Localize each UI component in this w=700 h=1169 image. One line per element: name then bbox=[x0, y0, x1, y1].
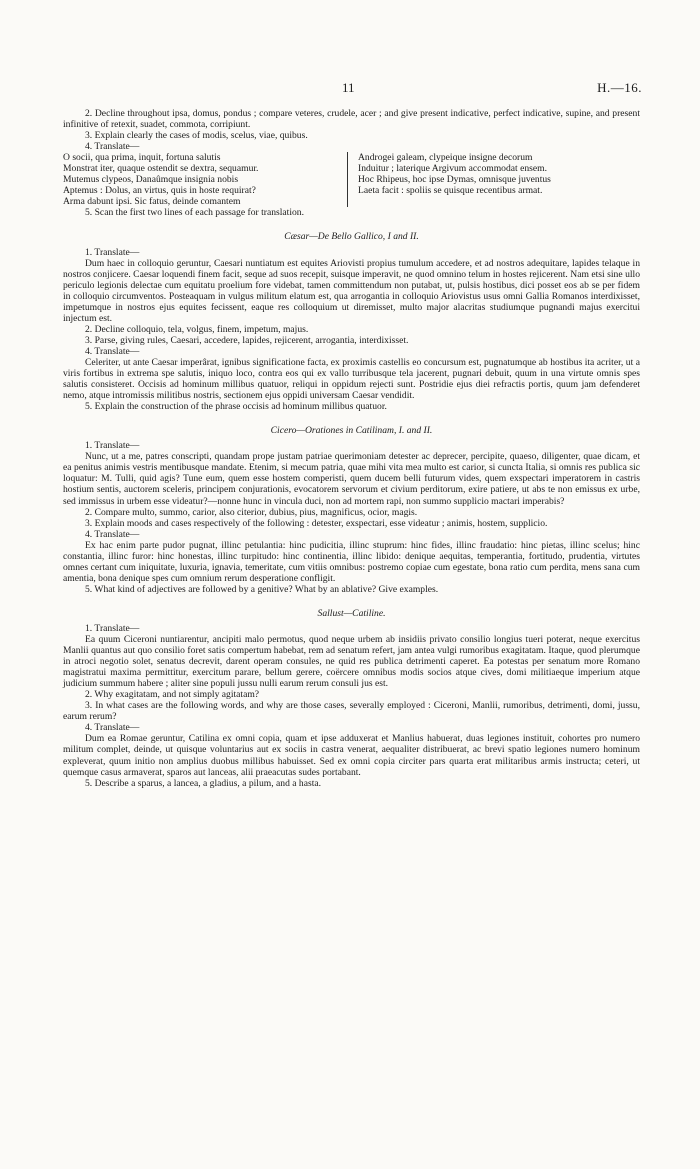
question-item: 2. Why exagitatam, and not simply agitatam? bbox=[85, 689, 260, 701]
document-reference: H.—16. bbox=[597, 80, 642, 95]
question-item: 5. What kind of adjectives are followed by a genitive? What by an ablative? Give examples. bbox=[85, 583, 439, 595]
latin-passage: Celeriter, ut ante Caesar imperârat, ignibus significatione facta, ex proximis castellis eo concursum est, pugnatumque ab hostibus ita acriter, ut a viris fortibus in extrema spe salutis, iniquo loco, contra eos qui ex vallo turribusque tela jacerent, pugnari debuit, quum in una virtute omnis spes salutis consisteret. Occisis ad hominum millibus quatuor, reliqui in oppidum rejecti sunt. Postridie ejus diei refractis portis, quum jam defenderet nemo, atque intromissis militibus nostris, sectionem ejus oppidi universam Caesar vendidit. bbox=[63, 356, 640, 402]
question-item: 5. Explain the construction of the phrase occisis ad hominum millibus quatuor. bbox=[85, 401, 387, 413]
latin-passage: Dum ea Romae geruntur, Catilina ex omni copia, quam et ipse adduxerat et Manlius habuerat, duas legiones instituit, cohortes pro numero militum complet, deinde, ut quisque voluntarius aut ex sociis in castra venerat, aequaliter distribuerat, ac brevi spatio legiones numero hominum expleverat, quum initio non amplius duobus millibus habuisset. Sed ex omni copia circiter pars quarta erat militaribus armis instructa; ceteri, ut quemque casus armaverat, sparos aut lanceas, alii praeacutas sudes portabant. bbox=[63, 733, 640, 778]
question-item: 2. Decline colloquio, tela, volgus, finem, impetum, majus. bbox=[85, 323, 309, 335]
page-number: 11 bbox=[342, 80, 355, 95]
verse-line: Arma dabunt ipsi. Sic fatus, deinde comantem bbox=[63, 196, 241, 208]
question-item: 2. Compare multo, summo, carior, also citerior, dubius, pius, magnificus, ocior, magis. bbox=[85, 506, 418, 518]
verse-line: Hoc Rhipeus, hoc ipse Dymas, omnisque juventus bbox=[358, 174, 551, 186]
verse-line: Mutemus clypeos, Danaûmque insignia nobis bbox=[63, 174, 239, 186]
section-heading: Cæsar—De Bello Gallico, I and II. bbox=[284, 231, 419, 243]
latin-passage: Ea quum Ciceroni nuntiarentur, ancipiti malo permotus, quod neque urbem ab insidiis privato consilio longius tueri poterat, neque exercitus Manlii quantus aut quo consilio foret satis compertum habebat, rem ad senatum refert, jam antea vulgi rumoribus exagitatam. Itaque, quod plerumque in atroci negotio solet, senatus decrevit, darent operam consules, ne quid res publica detrimenti caperet. Ea potestas per senatum more Romano magistratui maxima permittitur, exercitum parare, bellum gerere, coërcere omnibus modis socios atque cives, domi militiaeque imperium atque judicium summum habere ; aliter sine populi jussu nulli earum rerum consuli jus est. bbox=[63, 634, 640, 690]
question-item: 1. Translate— bbox=[85, 622, 140, 634]
verse-line: Androgei galeam, clypeique insigne decorum bbox=[358, 152, 533, 164]
question-item: 5. Describe a sparus, a lancea, a gladius, a pilum, and a hasta. bbox=[85, 777, 322, 789]
question-5-virgil: 5. Scan the first two lines of each passage for translation. bbox=[85, 207, 304, 219]
exam-section bbox=[63, 425, 640, 595]
verse-line: Aptemus : Dolus, an virtus, quis in hoste requirat? bbox=[63, 185, 256, 197]
page-header bbox=[0, 82, 700, 98]
latin-passage: Ex hac enim parte pudor pugnat, illinc petulantia: hinc pudicitia, illinc stuprum: hinc fides, illinc fraudatio: hinc pietas, illinc scelus; hinc constantia, illinc furor: hinc honestas, illinc turpitudo: hinc continentia, illinc libido: denique aequitas, temperantia, fortitudo, prudentia, virtutes omnes certant cum iniquitate, luxuria, ignavia, temeritate, cum vitiis omnibus: postremo copiae cum egestate, bona ratio cum perdita, mens sana cum amentia, bona denique spes cum omnium rerum desperatione confligit. bbox=[63, 539, 640, 584]
exam-section bbox=[63, 231, 640, 412]
question-item: 1. Translate— bbox=[85, 440, 140, 452]
exam-section bbox=[63, 608, 640, 789]
latin-passage: Dum haec in colloquio geruntur, Caesari nuntiatum est equites Ariovisti propius tumulum accedere, et ad nostros adequitare, lapides telaque in nostros conjicere. Caesar loquendi finem facit, seque ad suos recepit, suisque imperavit, ne quod omnino telum in hostes rejicerent. Nam etsi sine ullo periculo legionis delectae cum equitatu proelium fore videbat, tamen committendum non putabat, ut, pulsis hostibus, dici posset eos ab se per fidem in colloquio circumventos. Posteaquam in vulgus militum elatum est, qua arrogantia in colloquio Ariovistus usus omni Gallia Romanos interdixisset, impetumque in nostros ejus equites fecissent, eaque res colloquium ut diremisset, multo major alacritas studiumque pugnandi majus exercitui injectum est. bbox=[63, 257, 640, 324]
question-2-virgil: 2. Decline throughout ipsa, domus, pondus ; compare veteres, crudele, acer ; and give present indicative, perfect indicative, supine, and present infinitive of retexit, suadet, commota, corripiunt. bbox=[63, 108, 640, 131]
exam-sections bbox=[63, 231, 640, 788]
verse-column-left bbox=[63, 152, 348, 207]
verse-line: Induitur ; laterique Argivum accommodat ensem. bbox=[358, 163, 547, 175]
question-item: 4. Translate— bbox=[85, 528, 140, 540]
verse-line: Laeta facit : spoliis se quisque recentibus armat. bbox=[358, 185, 543, 197]
verse-column-right bbox=[348, 152, 551, 207]
section-heading: Cicero—Orationes in Catilinam, I. and II. bbox=[270, 425, 433, 437]
exam-content bbox=[63, 108, 640, 789]
question-item: 4. Translate— bbox=[85, 345, 140, 357]
question-item: 3. Explain moods and cases respectively of the following : detester, exspectari, esse videatur ; animis, hostem, supplicio. bbox=[85, 517, 548, 529]
section-heading: Sallust—Catiline. bbox=[317, 607, 386, 619]
question-item: 3. In what cases are the following words, and why are those cases, severally employed : Ciceroni, Manlii, rumoribus, detrimenti, domi, jussu, earum rerum? bbox=[63, 700, 640, 723]
question-item: 3. Parse, giving rules, Caesari, accedere, lapides, rejicerent, arrogantia, interdixisset. bbox=[85, 334, 409, 346]
latin-passage: Nunc, ut a me, patres conscripti, quandam prope justam patriae querimoniam detester ac deprecer, percipite, quaeso, diligenter, quae dicam, et ea penitus animis vestris mentibusque mandate. Etenim, si mecum patria, quae mihi vita mea multo est carior, si cuncta Italia, si omnis res publica sic loquatur: M. Tulli, quid agis? Tune eum, quem esse hostem comperisti, quem ducem belli futurum vides, quem exspectari imperatorem in castris hostium sentis, auctorem sceleris, principem conjurationis, evocatorem servorum et civium perditorum, exire patiere, ut abs te non emissus ex urbe, sed immissus in urbem esse videatur?—nonne hunc in vincula duci, non ad mortem rapi, non summo supplicio mactari imperabis? bbox=[63, 451, 640, 507]
question-3-virgil: 3. Explain clearly the cases of modis, scelus, viae, quibus. bbox=[85, 130, 308, 142]
question-item: 4. Translate— bbox=[85, 722, 140, 734]
question-item: 1. Translate— bbox=[85, 246, 140, 258]
verse-line: Monstrat iter, quaque ostendit se dextra, sequamur. bbox=[63, 163, 259, 175]
verse-line: O socii, qua prima, inquit, fortuna salutis bbox=[63, 152, 221, 164]
question-4-virgil: 4. Translate— bbox=[85, 141, 140, 153]
verse-passage bbox=[63, 152, 640, 207]
